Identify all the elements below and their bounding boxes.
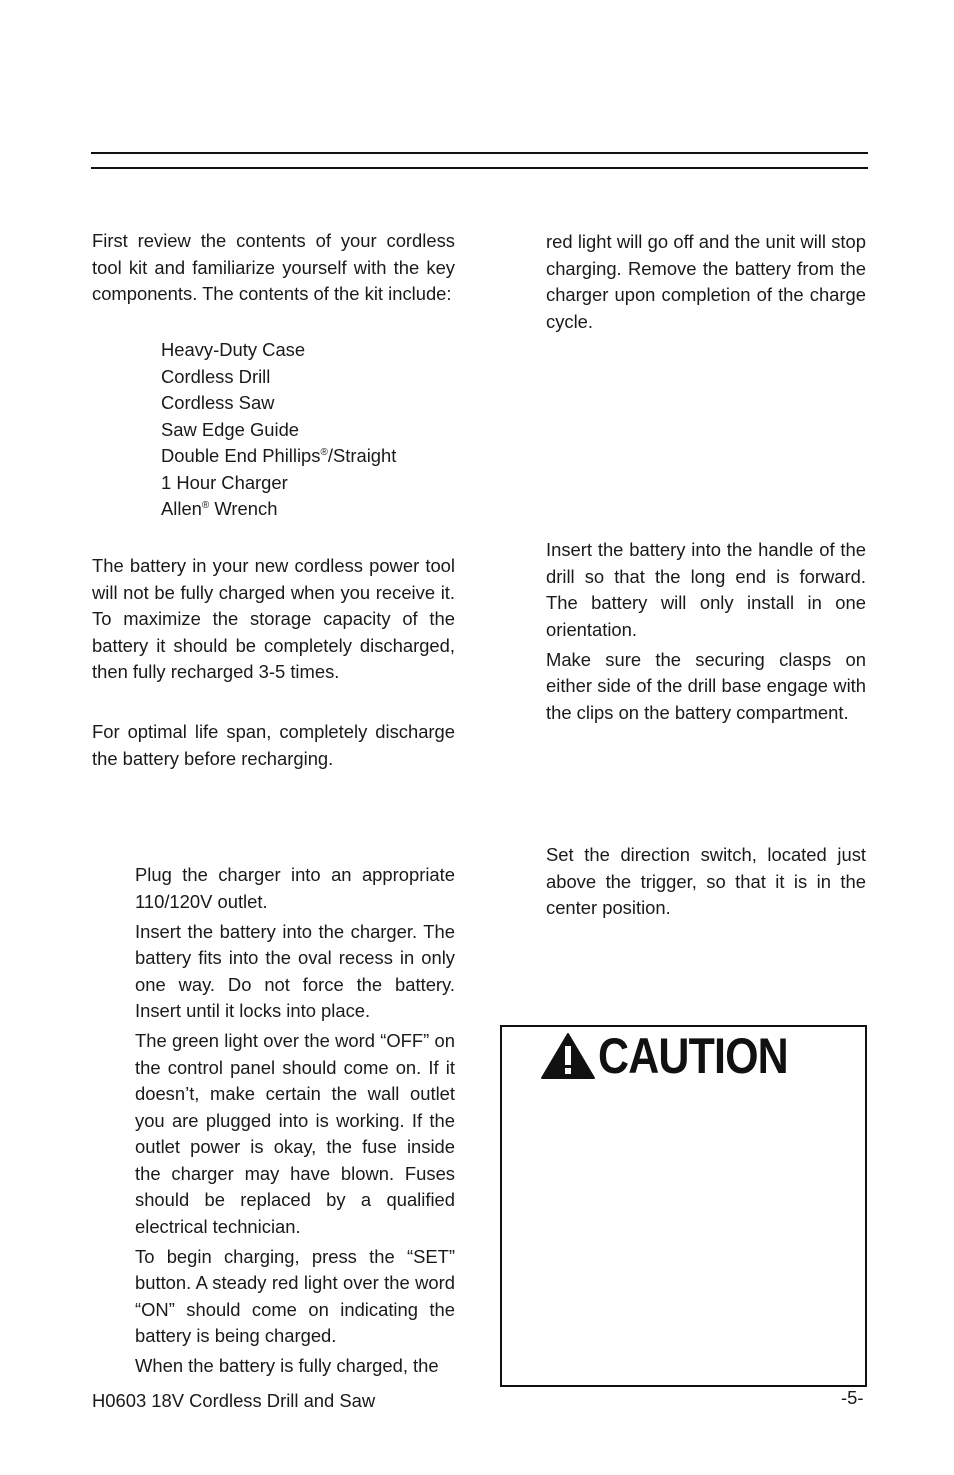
footer-manual-title: H0603 18V Cordless Drill and Saw [92,1390,376,1411]
charging-step: Plug the charger into an appropriate 110/120V outlet. [135,864,455,912]
charging-steps [135,862,455,1383]
battery-install-section [546,537,866,726]
charging-step: The green light over the word “OFF” on the control panel should come on. If it doesn’t, make certain the wall outlet you are plugged into is working. If the outlet power is okay, the fuse inside the charger may have blown. Fuses should be replaced by a qualified electrical technician. [135,1030,455,1237]
kit-item-text: Double End Phillips [161,445,321,466]
direction-switch-text: Set the direction switch, located just above the trigger, so that it is in the center position. [546,844,866,918]
caution-label: CAUTION [598,1028,788,1084]
kit-item-text: Allen [161,498,202,519]
header-rule-bottom [91,167,868,169]
charging-step: To begin charging, press the “SET” button. A steady red light over the word “ON” should come on indicating the battery is being charged. [135,1245,455,1346]
kit-contents-list [161,337,396,523]
intro-paragraph [92,228,455,308]
battery-note-paragraph [92,553,455,686]
lifespan-note-paragraph [92,719,455,772]
kit-item [161,443,396,470]
header-rule-top [91,152,868,154]
lifespan-note-text: For optimal life span, completely discharge the battery before recharging. [92,721,455,769]
kit-item: Cordless Drill [161,365,271,387]
install-step: Insert the battery into the handle of the drill so that the long end is forward. The battery will only install in one orientation. [546,539,866,640]
registered-mark: ® [320,447,328,458]
caution-box [500,1025,867,1387]
caution-header [540,1030,819,1082]
kit-item: Saw Edge Guide [161,418,300,440]
install-step: Make sure the securing clasps on either side of the drill base engage with the clips on the battery compartment. [546,648,866,723]
direction-switch-paragraph [546,842,866,922]
kit-item: Cordless Saw [161,392,275,413]
kit-item [161,496,396,523]
kit-item-text: Wrench [209,498,278,519]
battery-note-text: The battery in your new cordless power tool will not be fully charged when you receive it. To maximize the storage capacity of the battery it should be completely discharged, then fully recharged 3-5 times. [92,555,455,682]
kit-item-text: /Straight [327,445,397,466]
kit-item: 1 Hour Charger [161,471,288,493]
registered-mark: ® [201,500,210,511]
kit-item: Heavy-Duty Case [161,339,306,360]
warning-triangle-icon [540,1032,596,1080]
charge-continuation-paragraph [546,229,866,335]
charging-step: Insert the battery into the charger. The battery fits into the oval recess in only one way. Do not force the battery. Insert until it locks into place. [135,920,455,1021]
charging-step: When the battery is fully charged, the [135,1355,439,1376]
charge-continuation-text: red light will go off and the unit will stop charging. Remove the battery from the charger upon completion of the charge cycle. [546,231,866,332]
footer-page-number: -5- [841,1387,864,1408]
intro-text: First review the contents of your cordless tool kit and familiarize yourself with the key components. The contents of the kit include: [92,230,455,304]
